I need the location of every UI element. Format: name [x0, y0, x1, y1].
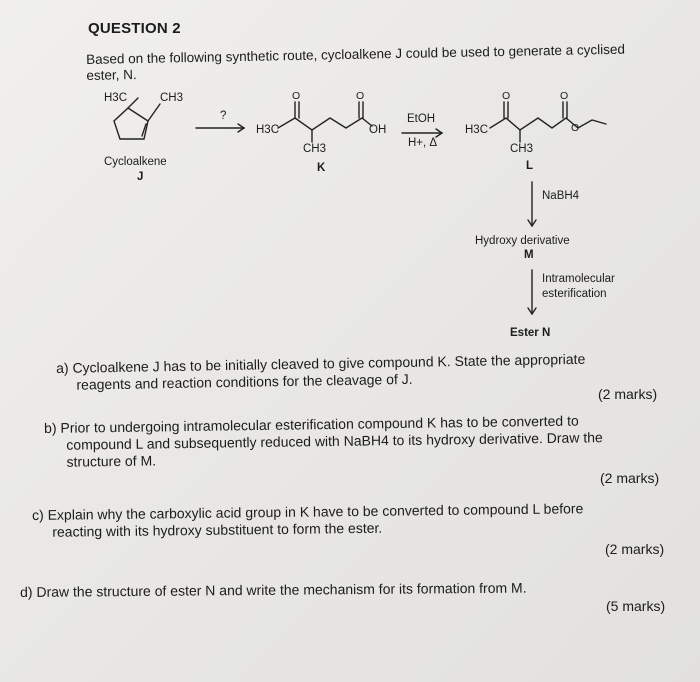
- m-letter: M: [524, 249, 534, 261]
- question-title: QUESTION 2: [88, 20, 181, 37]
- intro-line-1: Based on the following synthetic route, cycloalkene J could be used to generate a cyclised: [86, 41, 626, 67]
- arrow-l-to-m: [528, 182, 536, 226]
- k-ch3-label: CH3: [303, 143, 327, 155]
- part-d-label: d): [20, 583, 33, 600]
- part-b-line2: compound L and subsequently reduced with NaBH4 to its hydroxy derivative. Draw the: [66, 429, 603, 453]
- part-b: [44, 412, 603, 471]
- part-b-line3: structure of M.: [66, 452, 157, 470]
- l-letter: L: [526, 160, 534, 172]
- j-h3c-label: H3C: [104, 92, 128, 104]
- l-h3c-label: H3C: [465, 124, 489, 136]
- l-ester-carbonyl-o: O: [560, 90, 569, 102]
- part-c-marks: (2 marks): [605, 541, 665, 557]
- part-c-line2: reacting with its hydroxy substituent to form the ester.: [52, 519, 383, 540]
- arrow-j-to-k: [196, 124, 244, 132]
- part-a-marks: (2 marks): [598, 386, 658, 402]
- part-c: [32, 500, 584, 541]
- m-name: Hydroxy derivative: [475, 235, 570, 247]
- part-a-line1: Cycloalkene J has to be initially cleaved to give compound K. State the appropriate: [72, 350, 586, 376]
- part-c-line1: Explain why the carboxylic acid group in K have to be converted to compound L before: [47, 500, 584, 523]
- part-b-marks: (2 marks): [600, 470, 660, 486]
- k-letter: K: [317, 162, 326, 174]
- j-name: Cycloalkene: [104, 156, 167, 168]
- part-a-line2: reagents and reaction conditions for the cleavage of J.: [76, 370, 413, 393]
- arrow2-conditions: H+, Δ: [408, 137, 438, 149]
- n-name: Ester N: [510, 327, 551, 339]
- compound-k-skeleton: [278, 102, 372, 142]
- arrow-k-to-l: [402, 129, 442, 137]
- k-acid-o: O: [356, 90, 365, 102]
- cyclopentene-ring-j: [114, 98, 160, 139]
- k-h3c-label: H3C: [256, 124, 280, 136]
- part-b-line1: Prior to undergoing intramolecular esterification compound K has to be converted to: [60, 412, 579, 436]
- arrow1-label: ?: [220, 110, 227, 122]
- part-c-label: c): [32, 506, 44, 523]
- l-ch3-label: CH3: [510, 143, 534, 155]
- k-oh-label: OH: [369, 124, 387, 136]
- arrow4-line2: esterification: [542, 288, 607, 300]
- l-ester-o: O: [571, 122, 580, 134]
- part-a-label: a): [56, 359, 69, 376]
- part-d-line1: Draw the structure of ester N and write the mechanism for its formation from M.: [36, 579, 527, 600]
- l-ketone-o: O: [502, 90, 511, 102]
- k-carbonyl-o: O: [292, 90, 301, 102]
- intro-line-2: ester, N.: [86, 67, 137, 83]
- part-d-marks: (5 marks): [606, 598, 666, 614]
- arrow4-line1: Intramolecular: [542, 273, 615, 285]
- part-d: [20, 580, 527, 601]
- arrow2-reagent: EtOH: [407, 113, 436, 125]
- j-ch3-label: CH3: [160, 92, 184, 104]
- arrow3-reagent: NaBH4: [542, 190, 580, 202]
- compound-l-skeleton: [490, 102, 606, 142]
- arrow-m-to-n: [528, 270, 536, 314]
- j-letter: J: [137, 171, 144, 183]
- part-b-label: b): [44, 419, 57, 436]
